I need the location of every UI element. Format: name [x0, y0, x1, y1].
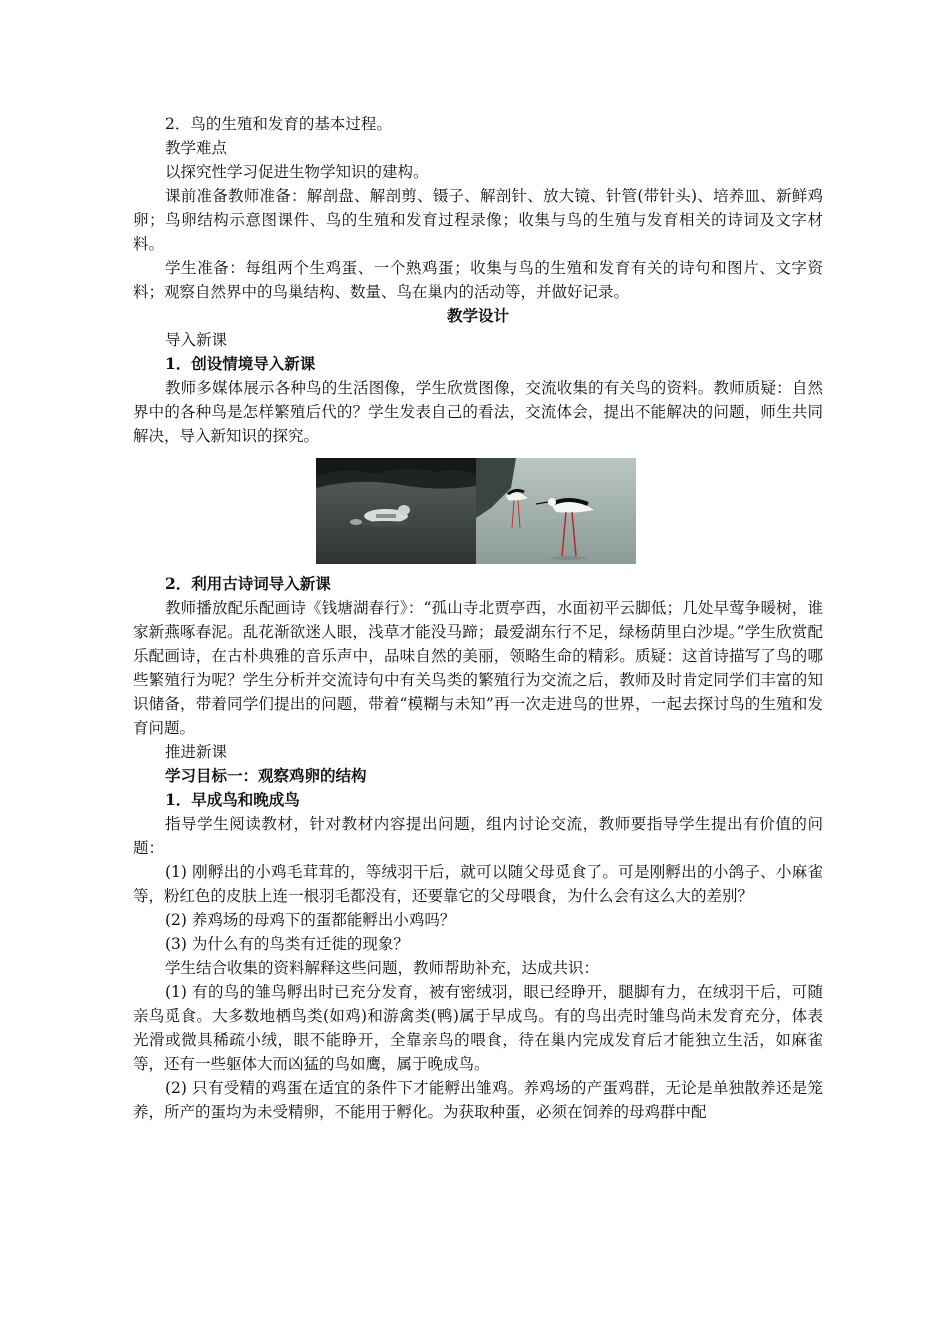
answer-1: (1) 有的鸟的雏鸟孵出时已充分发育，被有密绒羽，眼已经睁开，腿脚有力，在绒羽干后，可随亲鸟觅食。大多数地栖鸟类(如鸡)和游禽类(鸭)属于早成鸟。有的鸟出壳时雏鸟尚未发育充分，体表光滑或微具稀疏小绒，眼不能睁开，全靠亲鸟的喂食，待在巢内完成发育后才能独立生活，如麻雀等，还有一些躯体大而凶猛的鸟如鹰，属于晚成鸟。 [133, 983, 823, 1073]
paragraph-consensus: 学生结合收集的资料解释这些问题，教师帮助补充，达成共识： [165, 959, 600, 977]
question-2: (2) 养鸡场的母鸡下的蛋都能孵出小鸡吗？ [165, 911, 456, 929]
paragraph-teacher-prep: 课前准备教师准备：解剖盘、解剖剪、镊子、解剖针、放大镜、针管(带针头)、培养皿、新鲜鸡卵；鸟卵结构示意图课件、鸟的生殖和发育过程录像；收集与鸟的生殖与发育相关的诗词及文字材料。 [133, 187, 823, 253]
document-page [133, 112, 823, 1124]
paragraph-poem: 教师播放配乐配画诗《钱塘湖春行》：“孤山寺北贾亭西，水面初平云脚低；几处早莺争暖树，谁家新燕啄春泥。乱花渐欲迷人眼，浅草才能没马蹄；最爱湖东行不足，绿杨荫里白沙堤。”学生欣赏配乐配画诗，在古朴典雅的音乐声中，品味自然的美丽，领略生命的精彩。质疑：这首诗描写了鸟的哪些繁殖行为呢？学生分析并交流诗句中有关鸟类的繁殖行为交流之后，教师及时肯定同学们丰富的知识储备，带着同学们提出的问题，带着“模糊与未知”再一次走进鸟的世界，一起去探讨鸟的生殖和发育问题。 [133, 599, 823, 737]
label-teaching-difficulty: 教学难点 [165, 139, 228, 157]
paragraph-scenario: 教师多媒体展示各种鸟的生活图像，学生欣赏图像，交流收集的有关鸟的资料。教师质疑：自然界中的各种鸟是怎样繁殖后代的？学生发表自己的看法，交流体会，提出不能解决的问题，师生共同解决，导入新知识的探究。 [133, 379, 823, 445]
birds-photo [316, 458, 636, 564]
answer-2: (2) 只有受精的鸡蛋在适宜的条件下才能孵出雏鸡。养鸡场的产蛋鸡群，无论是单独散养还是笼养，所产的蛋均为未受精卵，不能用于孵化。为获取种蛋，必须在饲养的母鸡群中配 [133, 1079, 823, 1121]
section-title: 教学设计 [446, 306, 509, 325]
label-advance: 推进新课 [165, 743, 228, 761]
paragraph-guide: 指导学生阅读教材，针对教材内容提出问题，组内讨论交流，教师要指导学生提出有价值的问题： [133, 815, 823, 857]
heading-learning-goal-1: 学习目标一：观察鸡卵的结构 [165, 766, 367, 785]
list-item-reproduction: 2．鸟的生殖和发育的基本过程。 [165, 115, 392, 133]
heading-precocial-altricial: 1．早成鸟和晚成鸟 [165, 790, 300, 809]
heading-scenario-intro: 1．创设情境导入新课 [165, 354, 316, 373]
paragraph-difficulty: 以探究性学习促进生物学知识的建构。 [165, 163, 429, 181]
question-3: (3) 为什么有的鸟类有迁徙的现象？ [165, 935, 409, 953]
question-1: (1) 刚孵出的小鸡毛茸茸的，等绒羽干后，就可以随父母觅食了。可是刚孵出的小鸽子、小麻雀等，粉红色的皮肤上连一根羽毛都没有，还要靠它的父母喂食，为什么会有这么大的差别？ [133, 863, 823, 905]
paragraph-student-prep: 学生准备：每组两个生鸡蛋、一个熟鸡蛋；收集与鸟的生殖和发育有关的诗句和图片、文字资料；观察自然界中的鸟巢结构、数量、鸟在巢内的活动等，并做好记录。 [133, 259, 823, 301]
label-intro: 导入新课 [165, 331, 228, 349]
heading-poem-intro: 2．利用古诗词导入新课 [165, 574, 331, 593]
birds-photo-image [316, 458, 636, 564]
